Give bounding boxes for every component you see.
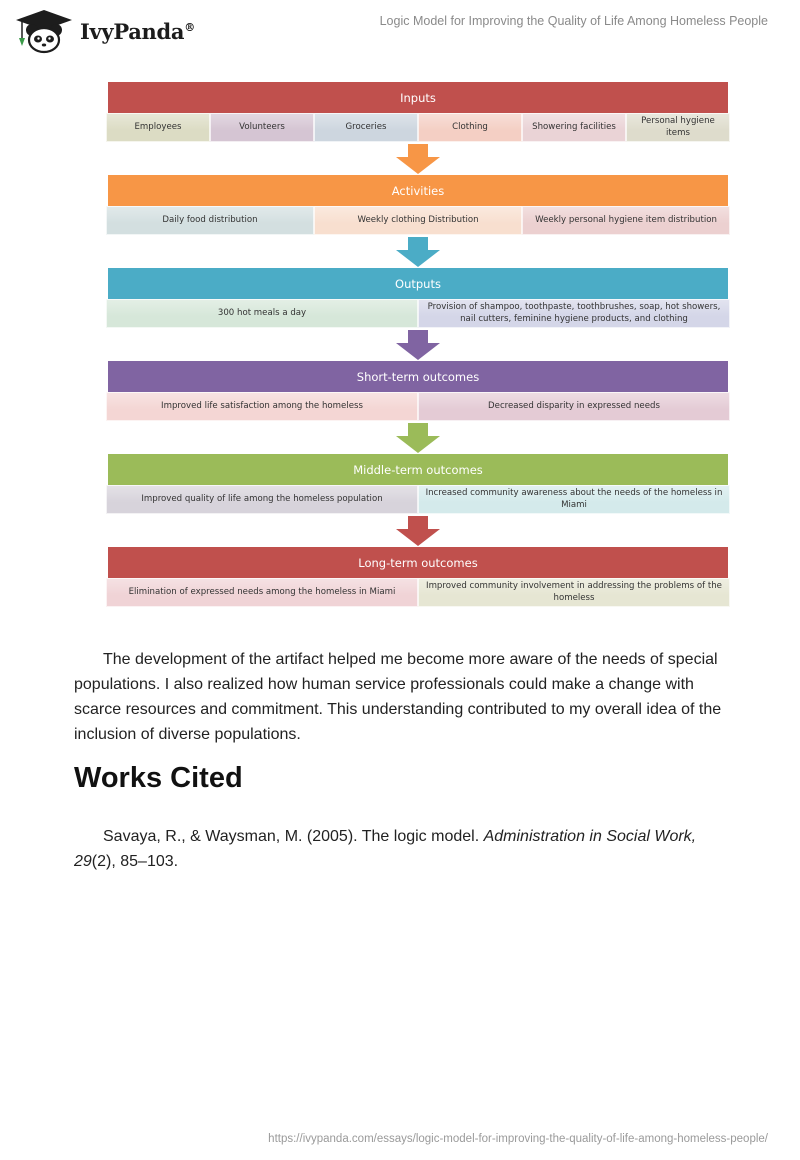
brand-name: IvyPanda® [80, 18, 195, 44]
stage-item: Volunteers [210, 113, 314, 142]
down-arrow-icon [396, 423, 440, 453]
stage-item: Employees [106, 113, 210, 142]
stage-item: Weekly clothing Distribution [314, 206, 522, 235]
citation-journal: Administration in Social Work, [483, 828, 697, 845]
stage-item: Clothing [418, 113, 522, 142]
ivypanda-logo[interactable] [14, 8, 195, 54]
source-url[interactable]: https://ivypanda.com/essays/logic-model-for-improving-the-quality-of-life-among-homeless-people/ [268, 1133, 768, 1145]
down-arrow-icon [396, 516, 440, 546]
stage-item: Provision of shampoo, toothpaste, toothbrushes, soap, hot showers, nail cutters, feminine hygiene products, and clothing [418, 299, 730, 328]
works-cited-heading: Works Cited [74, 762, 243, 794]
down-arrow-icon [396, 237, 440, 267]
paragraph-text: The development of the artifact helped me become more aware of the needs of special populations. I also realized how human service professionals could make a change with scarce resources and commitment. This understanding contributed to my overall idea of the inclusion of diverse populations. [74, 651, 722, 743]
logic-model-diagram [106, 82, 730, 607]
flow-arrow [106, 235, 730, 268]
citation-authors: Savaya, R., & Waysman, M. (2005). The logic model. [103, 828, 484, 845]
stage-header: Middle-term outcomes [108, 454, 728, 485]
stage-header: Outputs [108, 268, 728, 299]
down-arrow-icon [396, 144, 440, 174]
stage-items-row [106, 392, 730, 421]
stage-items-row [106, 113, 730, 142]
stage-item: Showering facilities [522, 113, 626, 142]
citation-pages: (2), 85–103. [91, 853, 179, 870]
stage-header: Short-term outcomes [108, 361, 728, 392]
flow-arrow [106, 514, 730, 547]
flow-arrow [106, 142, 730, 175]
stage-header: Inputs [108, 82, 728, 113]
stage-item: Improved community involvement in addressing the problems of the homeless [418, 578, 730, 607]
page-header [0, 0, 800, 60]
flow-arrow [106, 328, 730, 361]
stage-items-row [106, 206, 730, 235]
stage-item: Improved life satisfaction among the homeless [106, 392, 418, 421]
stage-item: Improved quality of life among the homeless population [106, 485, 418, 514]
panda-graduate-icon [14, 8, 74, 54]
stage-item: Elimination of expressed needs among the homeless in Miami [106, 578, 418, 607]
stage-item: Weekly personal hygiene item distribution [522, 206, 730, 235]
flow-arrow [106, 421, 730, 454]
stage-header: Activities [108, 175, 728, 206]
citation-volume: 29 [74, 853, 92, 870]
stage-items-row [106, 299, 730, 328]
down-arrow-icon [396, 330, 440, 360]
document-title: Logic Model for Improving the Quality of Life Among Homeless People [379, 14, 768, 28]
stage-item: 300 hot meals a day [106, 299, 418, 328]
stage-item: Groceries [314, 113, 418, 142]
stage-item: Decreased disparity in expressed needs [418, 392, 730, 421]
stage-item: Personal hygiene items [626, 113, 730, 142]
citation-entry [74, 824, 734, 874]
stage-items-row [106, 578, 730, 607]
stage-item: Daily food distribution [106, 206, 314, 235]
stage-header: Long-term outcomes [108, 547, 728, 578]
stage-item: Increased community awareness about the needs of the homeless in Miami [418, 485, 730, 514]
stage-items-row [106, 485, 730, 514]
body-paragraph [74, 647, 734, 747]
